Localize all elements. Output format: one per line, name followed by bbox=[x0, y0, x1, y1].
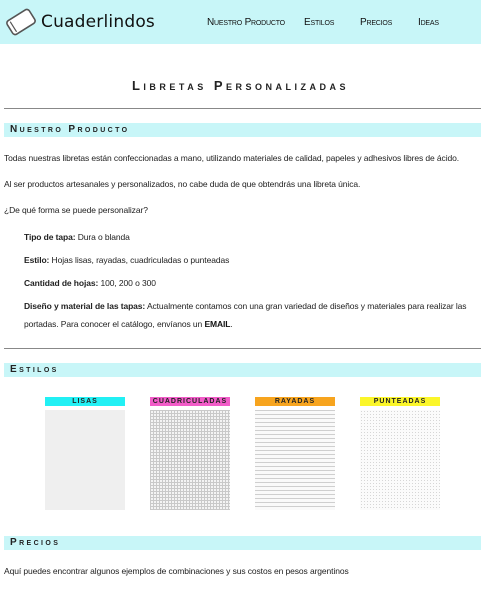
divider bbox=[4, 108, 481, 109]
style-card-rayadas[interactable] bbox=[255, 397, 335, 510]
section-heading-precios bbox=[4, 536, 481, 550]
divider bbox=[4, 348, 481, 349]
section-heading-text: Precios bbox=[10, 537, 61, 548]
list-item-text: Hojas lisas, rayadas, cuadriculadas o punteadas bbox=[51, 255, 230, 265]
style-label-lisas: LISAS bbox=[45, 397, 125, 406]
notebook-icon bbox=[4, 6, 38, 38]
prices-intro: Aquí puedes encontrar algunos ejemplos de combinaciones y sus costos en pesos argentinos bbox=[4, 566, 349, 576]
product-paragraph-2: Al ser productos artesanales y personalizados, no cabe duda de que obtendrás una libreta única. bbox=[4, 179, 361, 189]
brand-name: Cuaderlindos bbox=[41, 12, 155, 32]
brand-logo[interactable] bbox=[4, 6, 155, 38]
section-heading-producto bbox=[4, 123, 481, 137]
style-card-lisas[interactable] bbox=[45, 397, 125, 510]
product-paragraph-3: ¿De qué forma se puede personalizar? bbox=[4, 205, 148, 215]
section-heading-estilos bbox=[4, 363, 481, 377]
style-label-cuadriculadas: CUADRICULADAS bbox=[150, 397, 230, 406]
section-heading-text: Estilos bbox=[10, 364, 59, 375]
nav-link-precios[interactable]: Precios bbox=[360, 17, 393, 28]
style-sample-cuadriculadas bbox=[150, 410, 230, 510]
nav-link-ideas[interactable]: Ideas bbox=[418, 17, 439, 28]
list-item-text: 100, 200 o 300 bbox=[100, 278, 156, 288]
list-item-label: Cantidad de hojas: bbox=[24, 278, 99, 288]
list-item-label: Tipo de tapa: bbox=[24, 232, 76, 242]
style-card-punteadas[interactable] bbox=[360, 397, 440, 510]
style-sample-rayadas bbox=[255, 410, 335, 510]
site-header bbox=[0, 0, 481, 44]
list-item-label: Estilo: bbox=[24, 255, 50, 265]
list-item-hojas bbox=[24, 278, 156, 288]
page-title: Libretas Personalizadas bbox=[131, 78, 350, 93]
style-sample-punteadas bbox=[360, 410, 440, 510]
list-item-end: . bbox=[230, 319, 233, 329]
nav-link-nuestro-producto[interactable]: Nuestro Producto bbox=[207, 17, 285, 28]
style-label-rayadas: RAYADAS bbox=[255, 397, 335, 406]
list-item-diseno bbox=[24, 297, 474, 333]
nav-link-estilos[interactable]: Estilos bbox=[304, 17, 335, 28]
style-label-punteadas: PUNTEADAS bbox=[360, 397, 440, 406]
list-item-tapa bbox=[24, 232, 130, 242]
list-item-text: Actualmente contamos con una gran variedad de diseños y materiales para realizar las portadas. Para conocer el catálogo, envíanos un bbox=[24, 301, 467, 329]
list-item-estilo bbox=[24, 255, 229, 265]
list-item-label: Diseño y material de las tapas: bbox=[24, 301, 146, 311]
product-paragraph-1: Todas nuestras libretas están confeccionadas a mano, utilizando materiales de calidad, papeles y adhesivos libres de ácido. bbox=[4, 153, 460, 163]
list-item-text: Dura o blanda bbox=[77, 232, 130, 242]
email-link[interactable]: EMAIL bbox=[204, 319, 231, 329]
section-heading-text: Nuestro Producto bbox=[10, 124, 130, 135]
style-sample-lisas bbox=[45, 410, 125, 510]
style-card-cuadriculadas[interactable] bbox=[150, 397, 230, 510]
